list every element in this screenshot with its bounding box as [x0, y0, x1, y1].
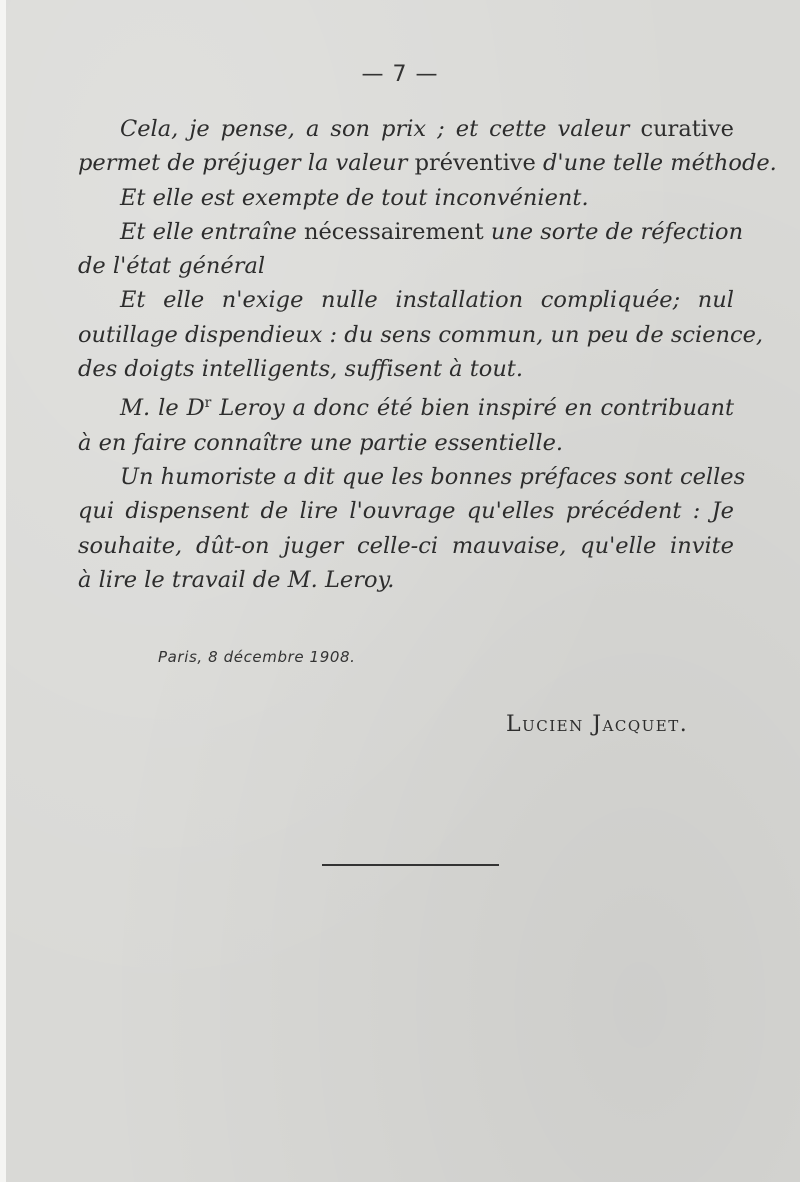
text-segment: nécessairement: [303, 218, 491, 245]
text-segment: Cela, je pense, a son prix ; et cette valeur: [120, 116, 641, 142]
text-line: [78, 112, 734, 146]
page-edge: [0, 0, 6, 1182]
text-line: Un humoriste a dit que les bonnes préfaces sont celles: [120, 463, 746, 490]
text-segment: curative: [640, 116, 734, 142]
signature: Lucien Jacquet.: [506, 712, 689, 737]
text-line: [78, 215, 744, 249]
text-line: à lire le travail de M. Leroy.: [78, 566, 395, 593]
text-line: outillage dispendieux : du sens commun, un peu de science,: [78, 321, 764, 348]
text-line: souhaite, dût-on juger celle-ci mauvaise, qu'elle invite: [78, 532, 734, 559]
text-line: de l'état général: [78, 253, 266, 280]
text-line: Et elle n'exige nulle installation compliquée; nul: [120, 287, 734, 314]
text-segment: une sorte de réfection: [490, 218, 744, 245]
text-segment: permet de préjuger la valeur: [78, 150, 415, 177]
body-text: [78, 112, 777, 597]
text-segment: préventive: [414, 150, 543, 177]
text-segment: Leroy a donc été bien inspiré en contribuant: [211, 395, 734, 422]
text-line: [78, 146, 777, 180]
dateline: Paris, 8 décembre 1908.: [158, 648, 356, 666]
text-segment: M. le D: [120, 395, 205, 422]
text-line: [78, 386, 734, 425]
text-line: à en faire connaître une partie essentielle.: [78, 429, 564, 456]
text-segment: Et elle entraîne: [120, 218, 304, 245]
page-number: — 7 —: [361, 62, 439, 87]
text-line: qui dispensent de lire l'ouvrage qu'elles précédent : Je: [78, 498, 734, 525]
text-segment: d'une telle méthode.: [542, 150, 777, 177]
closing-rule: [322, 864, 499, 866]
superscript: r: [204, 395, 212, 412]
text-line: des doigts intelligents, suffisent à tout.: [78, 356, 524, 383]
text-line: Et elle est exempte de tout inconvénient.: [120, 184, 589, 211]
